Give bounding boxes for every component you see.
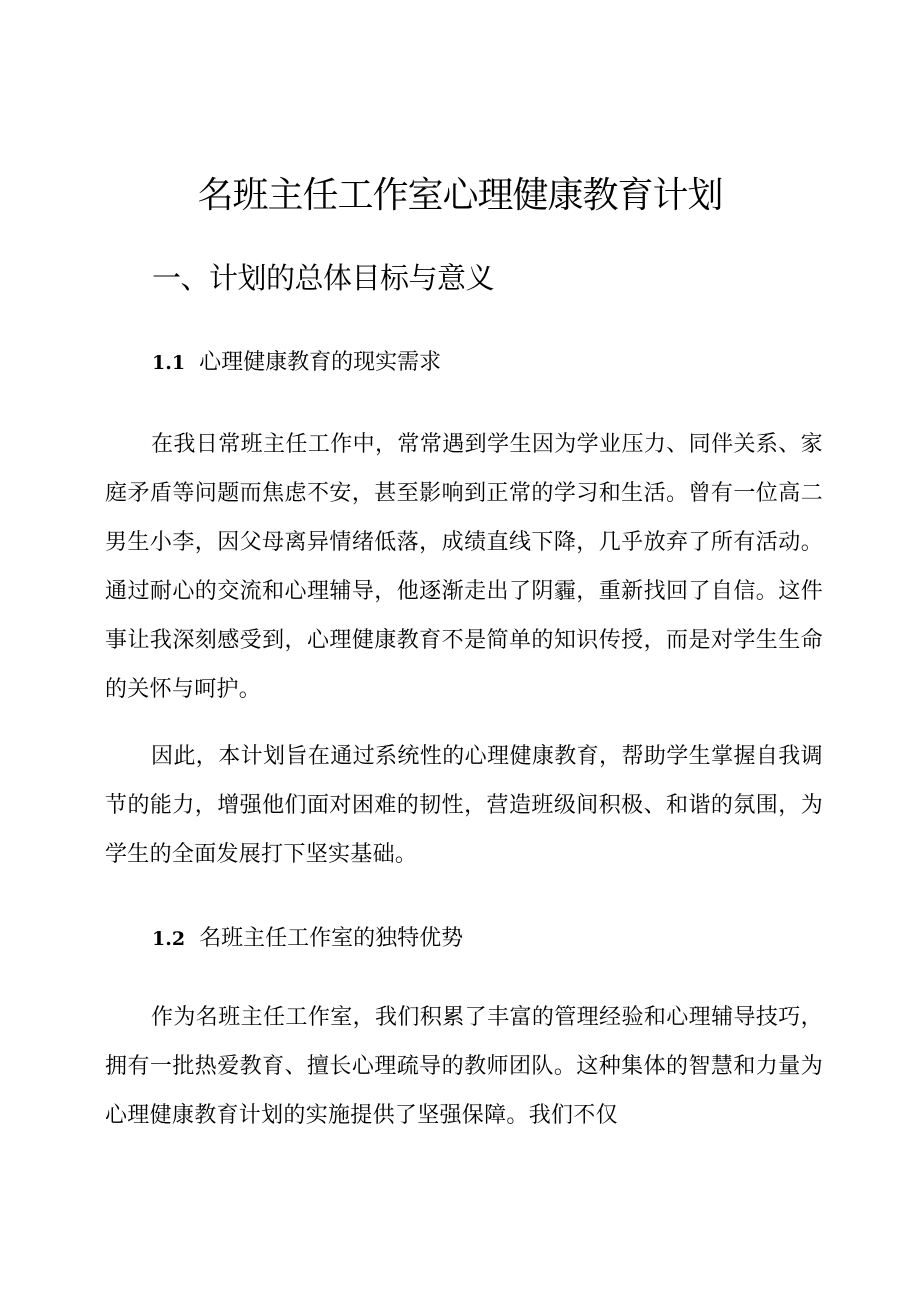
paragraph-1: 在我日常班主任工作中，常常遇到学生因为学业压力、同伴关系、家庭矛盾等问题而焦虑不安，甚至影响到正常的学习和生活。曾有一位高二男生小李，因父母离异情绪低落，成绩直线下降，几乎放弃了所有活动。通过耐心的交流和心理辅导，他逐渐走出了阴霾，重新找回了自信。这件事让我深刻感受到，心理健康教育不是简单的知识传授，而是对学生生命的关怀与呵护。 [105,432,823,702]
subheading-title: 名班主任工作室的独特优势 [199,926,464,951]
subheading-1-2 [152,922,463,956]
paragraph-2: 因此，本计划旨在通过系统性的心理健康教育，帮助学生掌握自我调节的能力，增强他们面对困难的韧性，营造班级间积极、和谐的氛围，为学生的全面发展打下坚实基础。 [105,744,823,867]
document-title: 名班主任工作室心理健康教育计划 [197,175,723,216]
subheading-number: 1.1 [152,352,186,374]
subheading-1-1 [152,346,441,380]
subheading-title: 心理健康教育的现实需求 [199,350,442,375]
section-heading-1: 一、计划的总体目标与意义 [152,261,495,295]
subheading-number: 1.2 [152,928,186,950]
paragraph-3: 作为名班主任工作室，我们积累了丰富的管理经验和心理辅导技巧，拥有一批热爱教育、擅长心理疏导的教师团队。这种集体的智慧和力量为心理健康教育计划的实施提供了坚强保障。我们不仅 [105,1005,823,1128]
